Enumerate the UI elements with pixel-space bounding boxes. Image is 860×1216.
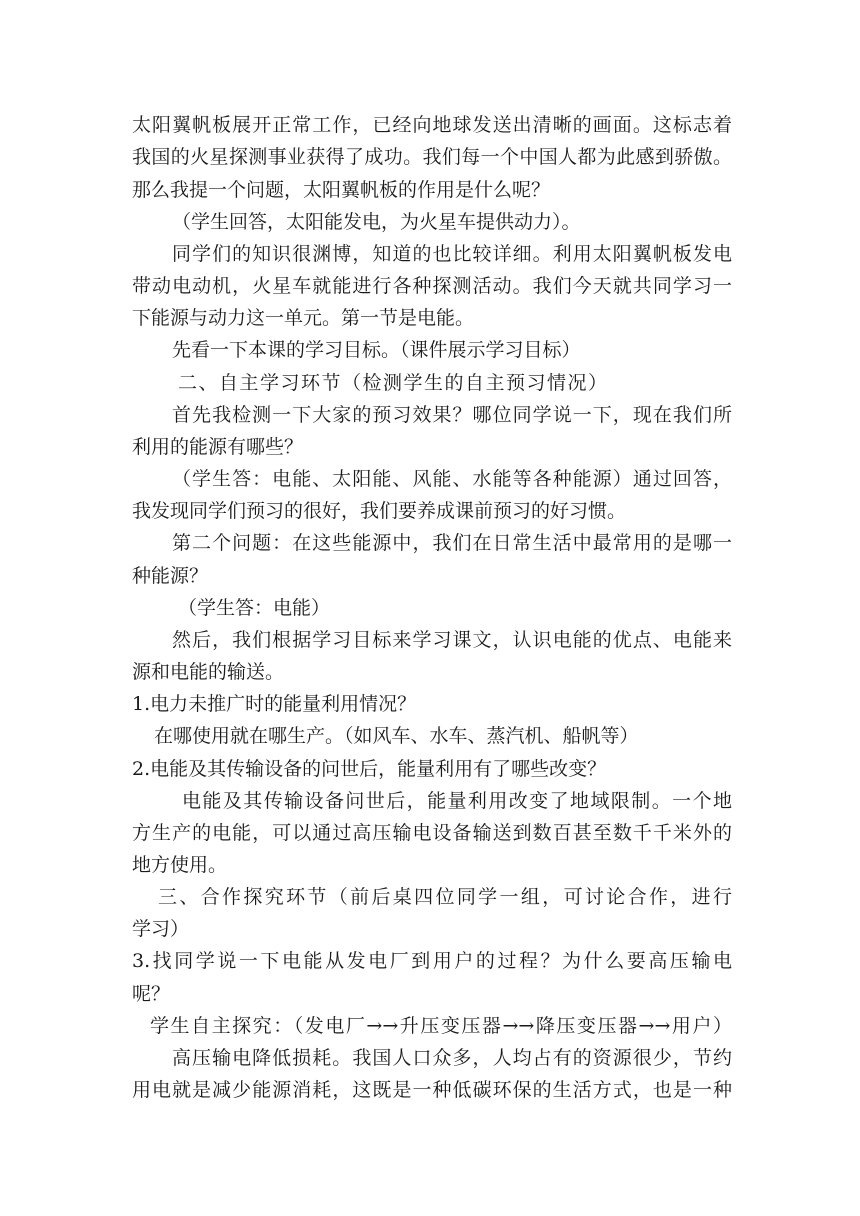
text-line-14: 第二个问题：在这些能源中，我们在日常生活中最常用的是哪一 [172,532,732,554]
text-line-7: 下能源与动力这一单元。第一节是电能。 [132,307,475,329]
text-line-3: 那么我提一个问题，太阳翼帆板的作用是什么呢？ [132,179,551,201]
text-line-5: 同学们的知识很渊博，知道的也比较详细。利用太阳翼帆板发电 [172,243,732,265]
text-line-15: 种能源？ [132,565,209,587]
question-3: 3.找同学说一下电能从发电厂到用户的过程？为什么要高压输电 [132,950,732,972]
text-line-29: 学生自主探究：（发电厂→→升压变压器→→降压变压器→→用户） [150,1015,732,1037]
text-line-26: 学习） [132,918,190,940]
text-line-22: 电能及其传输设备问世后，能量利用改变了地域限制。一个地 [182,790,732,812]
text-line-16: （学生答：电能） [178,597,331,619]
section-heading-2: 二、自主学习环节（检测学生的自主预习情况） [178,372,609,394]
text-line-4: （学生回答，太阳能发电，为火星车提供动力）。 [172,211,581,233]
text-line-6: 带动电动机，火星车就能进行各种探测活动。我们今天就共同学习一 [132,275,732,297]
text-line-30: 高压输电降低损耗。我国人口众多，人均占有的资源很少，节约 [172,1047,732,1069]
text-line-31: 用电就是减少能源消耗，这既是一种低碳环保的生活方式，也是一种 [132,1079,732,1101]
question-1: 1.电力未推广时的能量利用情况？ [132,693,417,715]
text-line-10: 首先我检测一下大家的预习效果？哪位同学说一下，现在我们所 [172,404,732,426]
text-line-11: 利用的能源有哪些？ [132,436,304,458]
text-line-8: 先看一下本课的学习目标。（课件展示学习目标） [172,339,581,361]
section-heading-3: 三、合作探究环节（前后桌四位同学一组，可讨论合作，进行 [158,886,732,908]
text-line-23: 方生产的电能，可以通过高压输电设备输送到数百甚至数千千米外的 [132,822,732,844]
text-line-1: 太阳翼帆板展开正常工作，已经向地球发送出清晰的画面。这标志着 [132,114,732,136]
text-line-24: 地方使用。 [132,854,228,876]
text-line-17: 然后，我们根据学习目标来学习课文，认识电能的优点、电能来 [172,629,732,651]
text-line-2: 我国的火星探测事业获得了成功。我们每一个中国人都为此感到骄傲。 [132,146,732,168]
text-line-12: （学生答：电能、太阳能、风能、水能等各种能源）通过回答， [172,468,732,490]
text-line-20: 在哪使用就在哪生产。（如风车、水车、蒸汽机、船帆等） [154,725,639,747]
text-line-13: 我发现同学们预习的很好，我们要养成课前预习的好习惯。 [132,500,627,522]
text-line-18: 源和电能的输送。 [132,661,285,683]
text-line-28: 呢？ [132,983,171,1005]
question-2: 2.电能及其传输设备的问世后，能量利用有了哪些改变？ [132,758,607,780]
